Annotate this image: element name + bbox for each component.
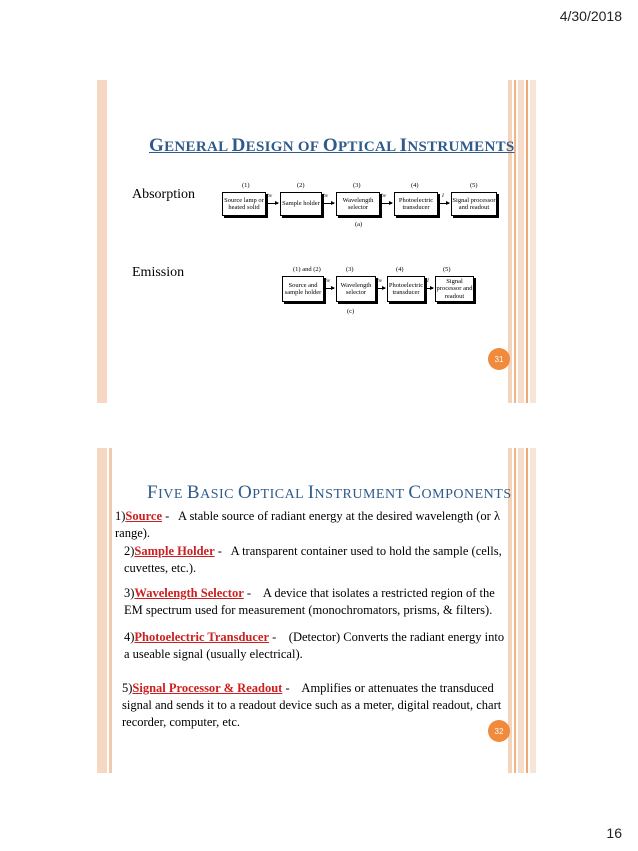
diagram-number: (5) [443,266,451,273]
arrow [426,288,433,289]
diagram-number: (2) [297,182,305,189]
print-date: 4/30/2018 [559,8,622,24]
wavelength-selector-box: Wavelength selector [336,276,376,302]
absorption-label: Absorption [132,187,195,202]
diagram-number: (3) [353,182,361,189]
diagram-number: (1) and (2) [293,266,321,273]
left-accent-stripe [97,448,107,773]
list-item: 3)Wavelength Selector - A device that isolates a restricted region of the EM spectrum used for measurement (monochromators, prisms, & filters). [124,586,495,617]
list-item: 2)Sample Holder - A transparent container used to hold the sample (cells, cuvettes, etc.). [124,544,502,575]
list-item: 5)Signal Processor & Readout - Amplifies or attenuates the transduced signal and sends it to a readout device such as a meter, digital readout, chart recorder, computer, etc. [122,681,502,729]
diagram-caption: (a) [355,221,363,228]
wavelength-selector-box: Wavelength selector [336,192,380,216]
term-signal-processor: Signal Processor & Readout [132,681,283,695]
page-number: 16 [606,825,622,841]
signal-processor-box: Signal processor and readout [435,276,474,302]
sample-holder-box: Sample holder [280,192,322,216]
arrow-label: hν [323,193,329,199]
arrow-label: hν [377,278,383,284]
left-accent-stripe-thin [109,448,112,773]
term-sample-holder: Sample Holder [134,544,215,558]
slide-number-badge: 31 [488,348,510,370]
slide-title: GENERAL DESIGN OF OPTICAL INSTRUMENTS [149,135,515,156]
signal-processor-box: Signal processor and readout [451,192,497,216]
arrow-label: hν [325,278,331,284]
diagram-number: (4) [396,266,404,273]
arrow [325,288,334,289]
slide-32 [97,448,536,773]
arrow [377,288,385,289]
diagram-caption: (c) [347,308,355,315]
arrow [323,203,334,204]
arrow-label: I [442,193,444,199]
diagram-number: (5) [470,182,478,189]
diagram-number: (3) [346,266,354,273]
arrow [381,203,392,204]
slide-number-badge: 32 [488,720,510,742]
term-source: Source [125,509,162,523]
arrow-label: hν [381,193,387,199]
source-lamp-box: Source lamp or heated solid [222,192,266,216]
right-accent-stripes [508,80,536,403]
arrow [439,203,449,204]
list-item: 4)Photoelectric Transducer - (Detector) Converts the radiant energy into a useable signal (usually electrical). [124,630,505,661]
photoelectric-transducer-box: Photoelectric transducer [394,192,438,216]
slide-31 [97,80,536,403]
term-wavelength-selector: Wavelength Selector [134,586,244,600]
diagram-number: (1) [242,182,250,189]
emission-label: Emission [132,265,185,280]
source-sample-holder-box: Source and sample holder [282,276,324,302]
photoelectric-transducer-box: Photoelectric transducer [387,276,425,302]
arrow-label: hν [267,193,273,199]
slide-title: FIVE BASIC OPTICAL INSTRUMENT COMPONENTS [147,482,512,503]
list-item: 1)Source - A stable source of radiant energy at the desired wavelength (or λ range). [115,509,501,540]
diagram-number: (4) [411,182,419,189]
arrow-label: I [427,278,429,284]
arrow [267,203,278,204]
term-photoelectric-transducer: Photoelectric Transducer [134,630,269,644]
left-accent-stripe [97,80,107,403]
